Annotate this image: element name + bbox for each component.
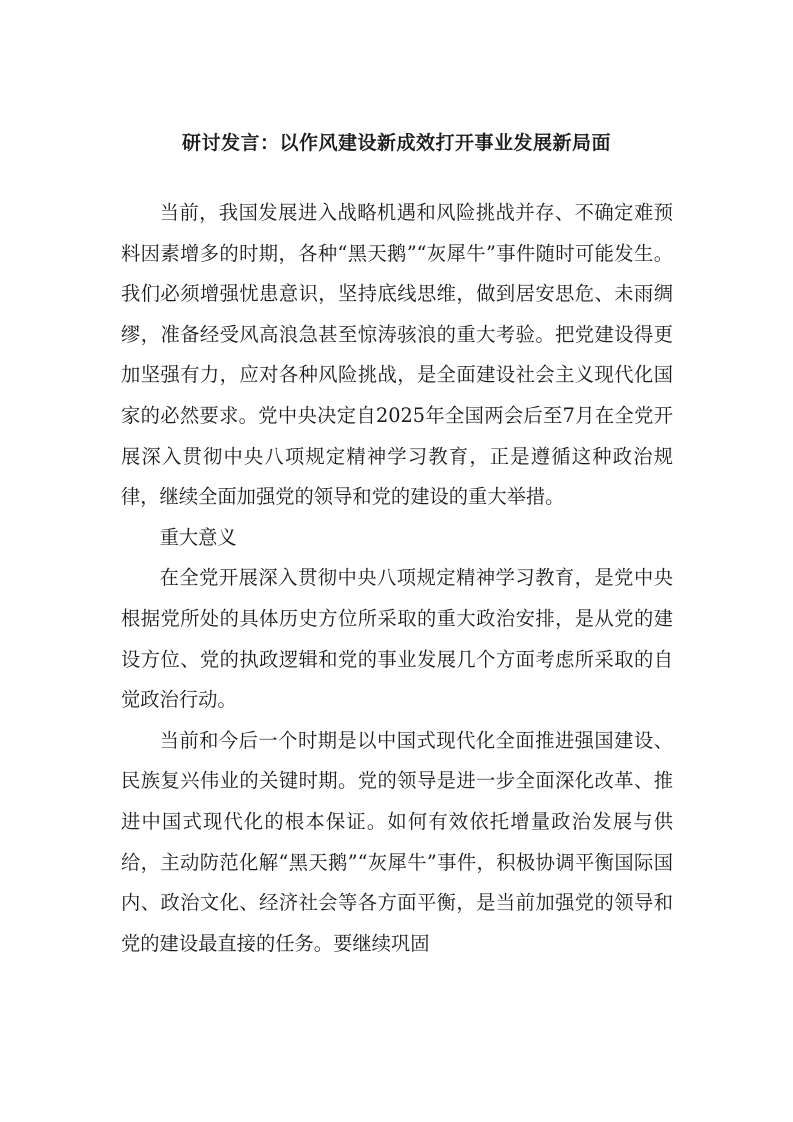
paragraph-intro: 当前，我国发展进入战略机遇和风险挑战并存、不确定难预料因素增多的时期，各种“黑天鹅”“灰犀牛”事件随时可能发生。我们必须增强忧患意识，坚持底线思维，做到居安思危、未雨绸缪，准备经受风高浪急甚至惊涛骇浪的重大考验。把党建设得更加坚强有力，应对各种风险挑战，是全面建设社会主义现代化国家的必然要求。党中央决定自2025年全国两会后至7月在全党开展深入贯彻中央八项规定精神学习教育，正是遵循这种政治规律，继续全面加强党的领导和党的建设的重大举措。 bbox=[121, 201, 673, 509]
paragraph-significance: 在全党开展深入贯彻中央八项规定精神学习教育，是党中央根据党所处的具体历史方位所采取的重大政治安排，是从党的建设方位、党的执政逻辑和党的事业发展几个方面考虑所采取的自觉政治行动。 bbox=[121, 566, 673, 712]
section-heading: 重大意义 bbox=[159, 525, 237, 549]
document-body bbox=[121, 193, 673, 964]
document-title: 研讨发言：以作风建设新成效打开事业发展新局面 bbox=[181, 132, 611, 154]
paragraph-current-period: 当前和今后一个时期是以中国式现代化全面推进强国建设、民族复兴伟业的关键时期。党的领导是进一步全面深化改革、推进中国式现代化的根本保证。如何有效依托增量政治发展与供给，主动防范化解“黑天鹅”“灰犀牛”事件，积极协调平衡国际国内、政治文化、经济社会等各方面平衡，是当前加强党的领导和党的建设最直接的任务。要继续巩固 bbox=[121, 728, 673, 955]
